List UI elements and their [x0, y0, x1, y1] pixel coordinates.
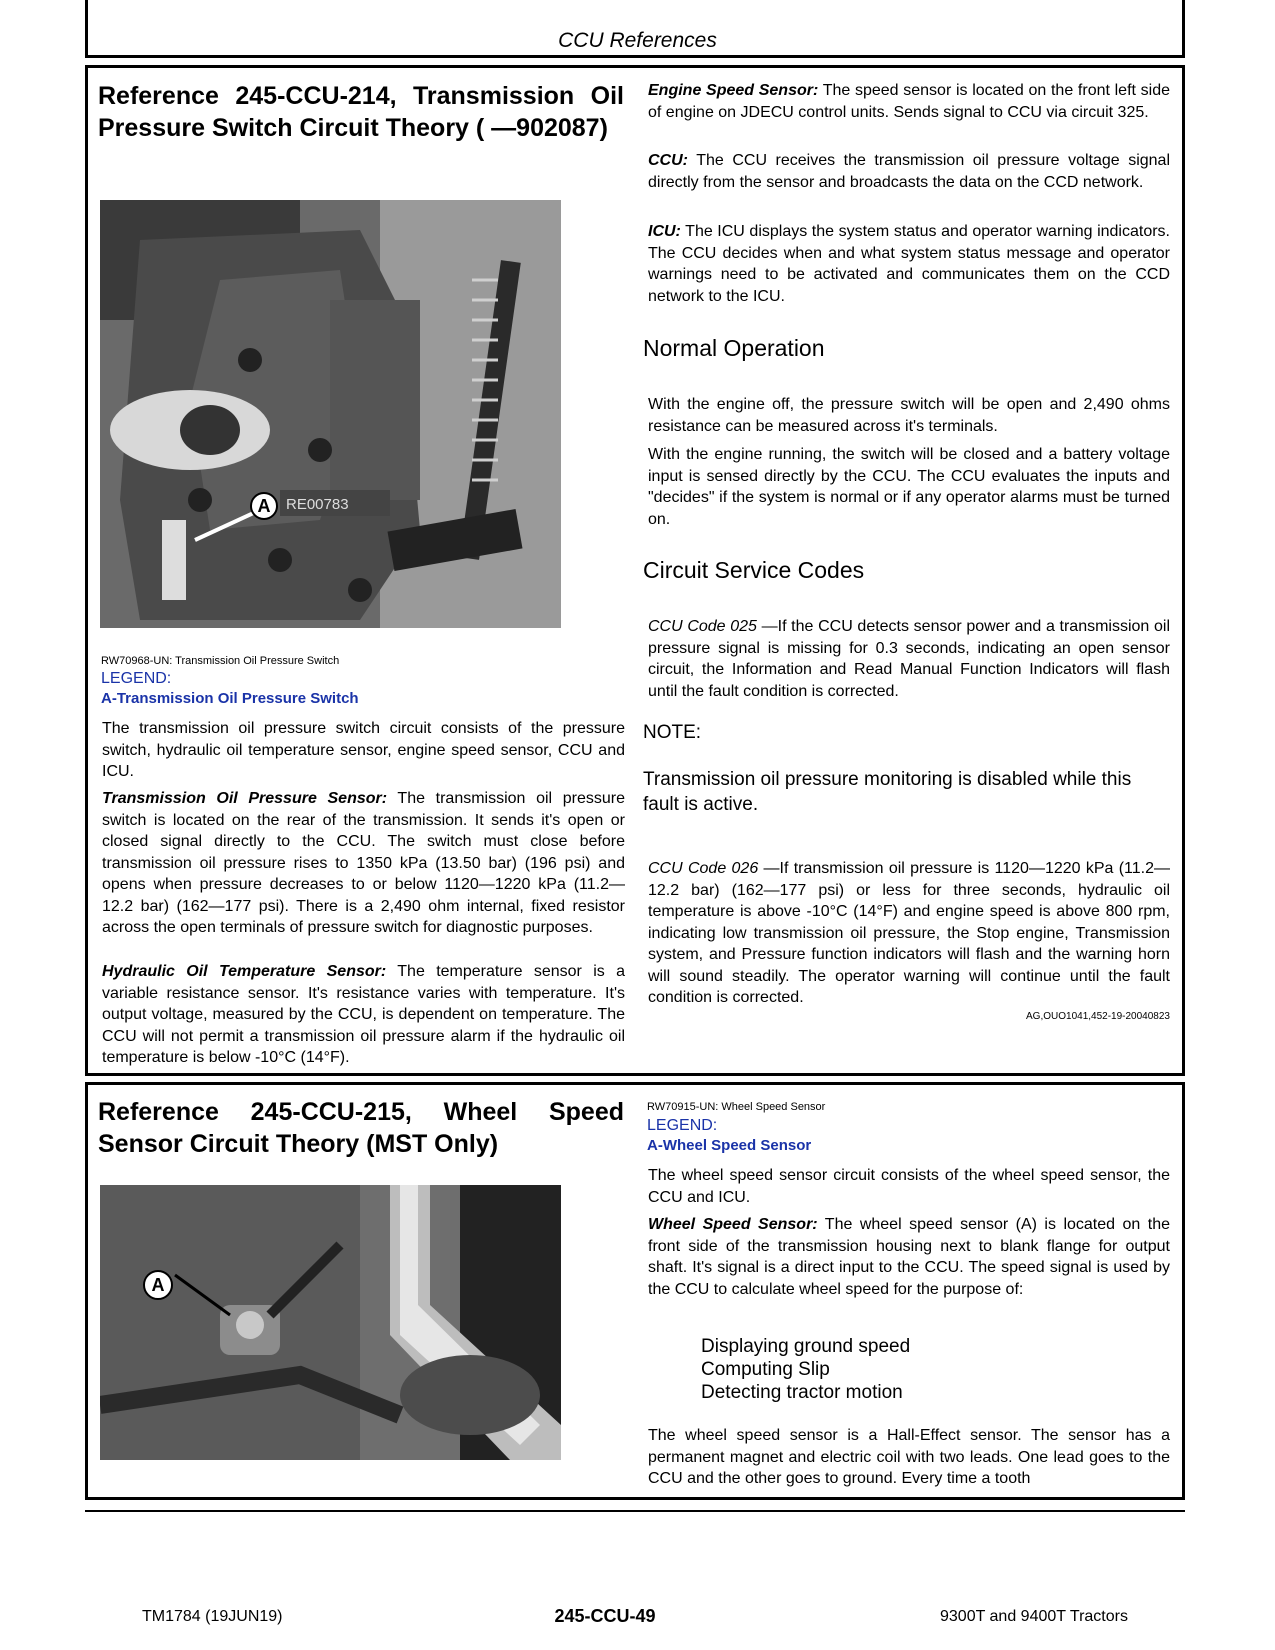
normal-operation-p2: With the engine running, the switch will be closed and a battery voltage input is sensed directly by the CCU. The CCU evaluates the inputs and "decides" if the system is normal or if any operator alarms must be turned on. — [648, 446, 1170, 528]
section2-paragraph-3: The wheel speed sensor is a Hall-Effect sensor. The sensor has a permanent magnet and electric coil with two leads. One lead goes to the CCU and the other goes to ground. Every time a tooth — [648, 1427, 1170, 1487]
section2-paragraph-1: The wheel speed sensor circuit consists of the wheel speed sensor, the CCU and ICU. — [648, 1167, 1170, 1206]
left-paragraph-3 — [102, 961, 625, 1069]
left-p3-text: The temperature sensor is a variable resistance sensor. It's resistance varies with temperature. It's output voltage, measured by the CCU, is dependent on temperature. The CCU will not permit a transmission oil pressure alarm if the hydraulic oil temperature is below -10°C (14°F). — [102, 963, 626, 1066]
figure1-caption: RW70968-UN: Transmission Oil Pressure Switch — [101, 655, 340, 667]
left-p2-text: The transmission oil pressure switch is located on the rear of the transmission. It sends it's open or closed signal directly to the CCU. The switch must close before transmission oil pressure rises to 1350 kPa (13.50 bar) (196 psi) and opens when pressure decreases to or below 1120—1220 kPa (11.2—12.2 bar) (162—177 psi). There is a 2,490 ohm internal, fixed resistor across the open terminals of pressure switch for diagnostic purposes. — [102, 790, 625, 936]
photo-stamp: RE00783 — [286, 496, 349, 513]
section2-p2-text: The wheel speed sensor (A) is located on the front side of the transmission housing next to blank flange for output shaft. It's signal is a direct input to the CCU. The speed signal is used by the CCU to calculate wheel speed for the purpose of: — [648, 1216, 1170, 1298]
normal-operation-heading: Normal Operation — [643, 335, 825, 361]
circuit-service-codes-heading: Circuit Service Codes — [643, 557, 865, 583]
figure1-legend-label: LEGEND: — [101, 670, 172, 687]
right-p2-lead: CCU: — [648, 152, 688, 169]
photo2-illustration — [100, 1185, 561, 1460]
callout-a-circle-2 — [143, 1270, 173, 1300]
figure2-caption: RW70915-UN: Wheel Speed Sensor — [647, 1101, 826, 1113]
right-p1-lead: Engine Speed Sensor: — [648, 82, 819, 99]
section2-title: Reference 245-CCU-215, Wheel Speed Sensor Circuit Theory (MST Only) — [98, 1098, 624, 1158]
footer-rule — [85, 1510, 1185, 1512]
right-paragraph-2 — [648, 150, 1170, 193]
ccu-code-026-paragraph — [648, 858, 1170, 1009]
section1-doc-id: AG,OUO1041,452-19-20040823 — [1026, 1011, 1170, 1022]
list-item: Computing Slip — [701, 1359, 830, 1380]
right-p3-lead: ICU: — [648, 223, 681, 240]
right-paragraph-1 — [648, 80, 1170, 123]
list-item: Displaying ground speed — [701, 1336, 911, 1357]
figure2-legend-item: A-Wheel Speed Sensor — [647, 1137, 812, 1154]
footer-left: TM1784 (19JUN19) — [142, 1608, 283, 1625]
right-p2-text: The CCU receives the transmission oil pressure voltage signal directly from the sensor and broadcasts the data on the CCD network. — [648, 152, 1170, 191]
normal-operation-p1: With the engine off, the pressure switch will be open and 2,490 ohms resistance can be measured across it's terminals. — [648, 396, 1170, 435]
left-paragraph-2 — [102, 788, 625, 939]
section1-title: Reference 245-CCU-214, Transmission Oil Pressure Switch Circuit Theory ( —902087) — [98, 82, 624, 142]
ccu-code-025-paragraph — [648, 616, 1170, 702]
photo1-illustration — [100, 200, 561, 628]
left-paragraph-1 — [102, 718, 625, 783]
ccu-code-025-text: —If the CCU detects sensor power and a transmission oil pressure signal is missing for 0.3 seconds, indicating an open sensor circuit, the Information and Read Manual Function Indicators will flash until the fault condition is corrected. — [648, 618, 1171, 700]
ccu-code-026-text: —If transmission oil pressure is 1120—1220 kPa (11.2—12.2 bar) (162—177 psi) or less for three seconds, hydraulic oil temperature is above -10°C (14°F) and engine speed is above 800 rpm, indicating low transmission oil pressure, the Stop engine, Transmission system, and Pressure function indicators will flash and the warning horn will sound steadily. The operator warning will continue until the fault condition is corrected. — [648, 860, 1171, 1006]
section2-p2-lead: Wheel Speed Sensor: — [648, 1216, 818, 1233]
page-header-title: CCU References — [558, 29, 717, 52]
footer-right: 9300T and 9400T Tractors — [940, 1608, 1128, 1625]
transmission-oil-pressure-switch-photo — [100, 200, 561, 628]
right-p3-text: The ICU displays the system status and operator warning indicators. The CCU decides when and what system status message and operator warnings need to be activated and communicates them on the CCD network to the ICU. — [648, 223, 1170, 305]
note-heading: NOTE: — [643, 722, 702, 743]
callout-a-circle — [250, 492, 278, 520]
section2-paragraph-2 — [648, 1214, 1170, 1300]
callout-a-label-2: A — [151, 1275, 165, 1295]
figure1-legend-item: A-Transmission Oil Pressure Switch — [101, 690, 359, 707]
callout-a-label: A — [257, 496, 271, 516]
list-item: Detecting tractor motion — [701, 1382, 903, 1403]
figure2-legend-label: LEGEND: — [647, 1117, 718, 1134]
ccu-code-025-label: CCU Code 025 — [648, 618, 757, 635]
left-p3-lead: Hydraulic Oil Temperature Sensor: — [102, 963, 387, 980]
wheel-speed-sensor-photo — [100, 1185, 561, 1460]
note-body: Transmission oil pressure monitoring is disabled while this fault is active. — [643, 769, 1132, 815]
ccu-code-026-label: CCU Code 026 — [648, 860, 759, 877]
right-p1-text: The speed sensor is located on the front left side of engine on JDECU control units. Sends signal to CCU via circuit 325. — [648, 82, 1171, 121]
right-paragraph-3 — [648, 221, 1170, 307]
left-p1-text: The transmission oil pressure switch circuit consists of the pressure switch, hydraulic oil temperature sensor, engine speed sensor, CCU and ICU. — [102, 720, 625, 780]
left-p2-lead: Transmission Oil Pressure Sensor: — [102, 790, 388, 807]
footer-page-number: 245-CCU-49 — [554, 1606, 656, 1626]
